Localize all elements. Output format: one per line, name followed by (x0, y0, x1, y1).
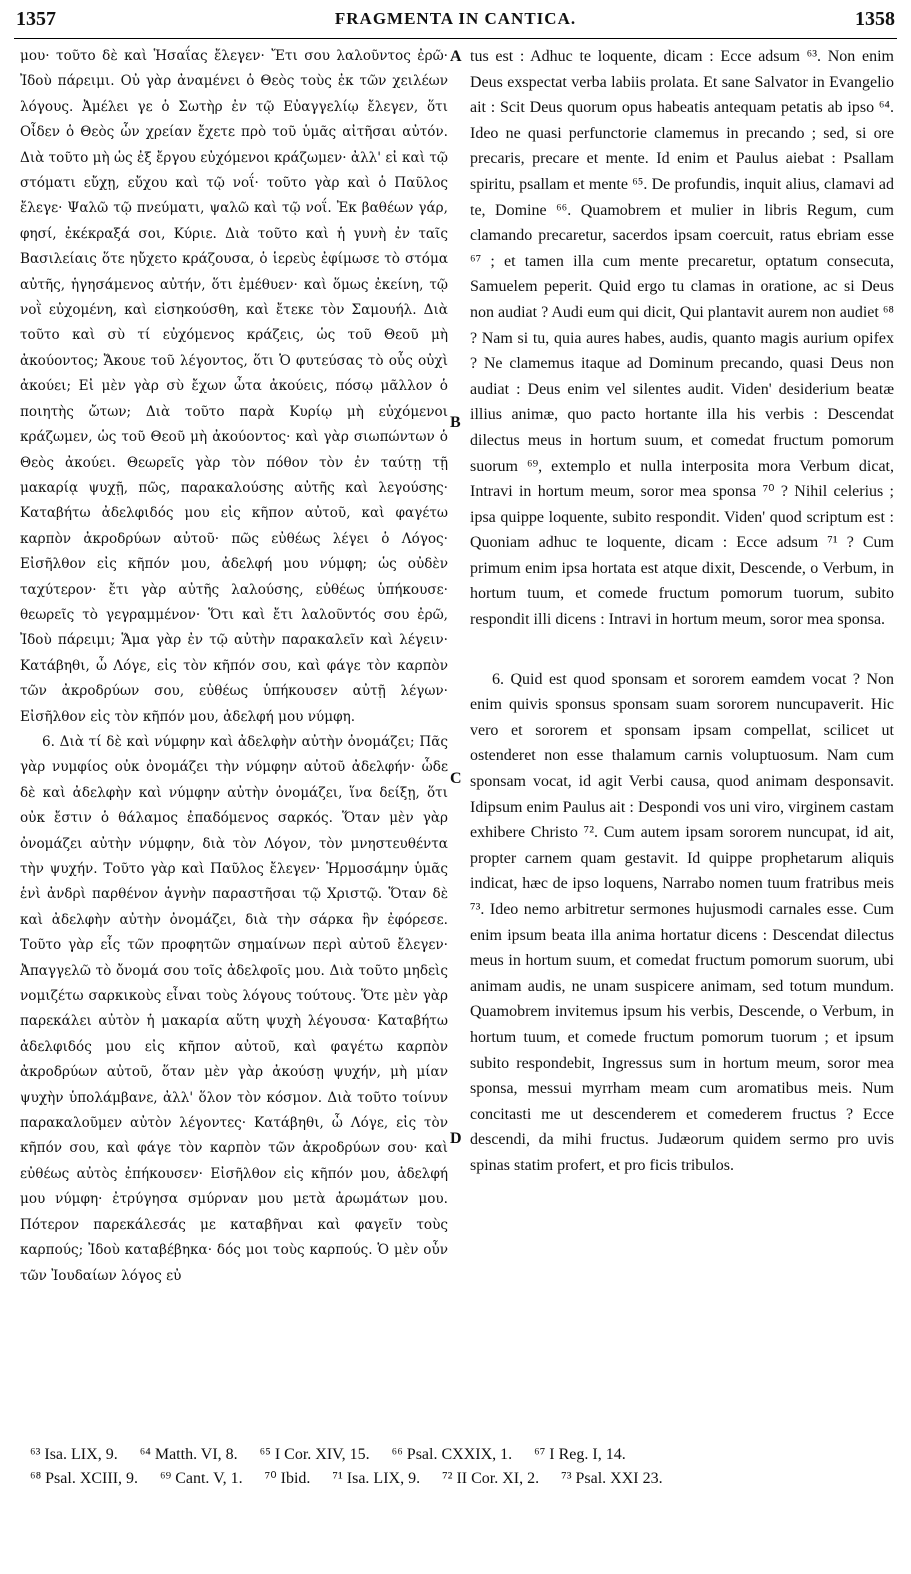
margin-marker-d: D (450, 1130, 462, 1147)
header-rule (14, 38, 897, 39)
greek-column (20, 44, 448, 1289)
footnote-row-2 (30, 1467, 881, 1491)
margin-marker-c: C (450, 770, 462, 787)
footnote: ⁶⁴ Matth. VI, 8. (139, 1446, 238, 1463)
footnotes (30, 1443, 881, 1491)
footnote: ⁶⁷ I Reg. I, 14. (534, 1446, 626, 1463)
latin-paragraph-1: tus est : Adhuc te loquente, dicam : Ecce adsum ⁶³. Non enim Deus exspectat verba labiis prolata. Et sane Salvator in Evangelio ait : Scit Deus quorum opus habeatis antequam petatis ab ipso ⁶⁴. Ideo ne quasi perfunctorie clamemus in precando ; sed, si ore precaris, precare et mente. Id enim et Paulus aiebat : Psallam spiritu, psallam et mente ⁶⁵. De profundis, inquit alius, clamavi ad te, Domine ⁶⁶. Quamobrem et mulier in libris Regum, cum clamando precaretur, sacerdos ipsam coercuit, ratus ebriam esse ⁶⁷ ; et tamen illa cum mente precaretur, optatum consecuta, Samuelem peperit. Quid ergo tu clamas in oratione, ac si Deus non audiat ? Audi eum qui dicit, Qui plantavit aurem non audiet ⁶⁸ ? Nam si tu, quia aures habes, audis, quanto magis aurium opifex ? Ne clamemus itaque ad Dominum precando, quasi Deus non audiat : Deus enim vel silentes audit. Viden' desiderium beatæ illius animæ, quo pacto hortante illa his verbis : Descendat dilectus meus in hortum suum, et comedat fructum pomorum suorum ⁶⁹, extemplo et nulla interposita mora Verbum dicat, Intravi in hortum meum, soror mea sponsa ⁷⁰ ? Nihil celerius ; ipsa quippe loquente, subito respondit. Viden' quod scriptum est : Quoniam adhuc te loquente, dicam : Ecce adsum ⁷¹ ? Cum primum enim ipsa hortata est atque dixit, Descende, o Verbum, in hortum tuum, et comede fructum pomorum tuorum, subito respondit illi dicens : Intravi in hortum meum, soror mea sponsa. (470, 48, 894, 629)
margin-marker-b: B (450, 414, 461, 431)
footnote: ⁷² II Cor. XI, 2. (442, 1470, 540, 1487)
latin-paragraph-2: 6. Quid est quod sponsam et sororem eamdem vocat ? Non enim quivis sponsus sponsam suam sororem nuncupaverit. Hic vero et sororem et sponsam ipsam compellat, scilicet ut ostenderet non esse thalamum carnis voluptuosum. Nam cum sponsam vocat, id agit Verbi causa, quod animam desponsavit. Idipsum enim Paulus ait : Despondi vos uni viro, virginem castam exhibere Christo ⁷². Cum autem ipsam sororem nuncupat, id ait, propter carnem quam gestavit. Id quippe prophetarum aliquis indicat, hæc de ipso loquens, Narrabo nomen tuum fratribus meis ⁷³. Ideo nemo arbitretur sermones hujusmodi carnales esse. Cum enim ipsum beata illa anima hortatur dicens : Descendat dilectus meus in hortum suum, et comedat fructum pomorum suorum, ubi animam audis, ne unam suspicere animam, sed totum mundum. Quamobrem invitemus ipsum his verbis, Descende, o Verbum, in hortum tuum, et comede fructum pomorum tuorum ; et ipsum subito respondebit, Ingressus sum in hortum meum, soror mea sponsa, messui myrrham meam cum aromatibus meis. Num concitasti me ut descenderem et comederem fructus ? Ecce descendi, da mihi fructus. Judæorum quidem sermo pro uvis spinas statim profert, et pro ficis tribulos. (470, 670, 894, 1174)
footnote: ⁷¹ Isa. LIX, 9. (332, 1470, 421, 1487)
greek-paragraph-2: 6. Διὰ τί δὲ καὶ νύμφην καὶ ἀδελφὴν αὐτὴν ὀνομάζει; Πᾶς γὰρ νυμφίος οὐκ ὀνομάζει τὴν νύμφην αὐτοῦ ἀδελφήν· ὧδε δὲ καὶ ἀδελφὴν καὶ νύμφην αὐτὴν ὀνομάζει, ἵνα δείξῃ, ὅτι οὐκ ἔστιν ὁ θάλαμος ἐπαδόμενος σαρκός. Ὅταν μὲν γὰρ ὀνομάζει αὐτὴν νύμφην, διὰ τὸν Λόγον, τὸν μνηστευθέντα τὴν ψυχήν. Τοῦτο γὰρ καὶ Παῦλος ἔλεγεν· Ἡρμοσάμην ὑμᾶς ἑνὶ ἀνδρὶ παρθένον ἁγνὴν παραστῆσαι τῷ Χριστῷ. Ὅταν δὲ καὶ ἀδελφὴν αὐτὴν ὀνομάζει, διὰ τὴν σάρκα ἣν ἐφόρεσε. Τοῦτο γὰρ εἷς τῶν προφητῶν σημαίνων περὶ αὐτοῦ ἔλεγεν· Ἀπαγγελῶ τὸ ὄνομά σου τοῖς ἀδελφοῖς μου. Διὰ τοῦτο μηδεὶς νομιζέτω σαρκικοὺς εἶναι τοὺς λόγους τούτους. Ὅτε μὲν γὰρ παρεκάλει αὐτὸν ἡ μακαρία αὕτη ψυχὴ λέγουσα· Καταβήτω ἀδελφιδός μου εἰς κῆπον αὐτοῦ, καὶ φαγέτω καρπὸν ἀκροδρύων αὐτοῦ, ὅταν μὲν γὰρ ἀκούσῃ ψυχήν, μὴ μίαν ψυχὴν ὑπολάμβανε, ἀλλ' ὅλον τὸν κόσμον. Διὰ τοῦτο τοίνυν παρακαλοῦμεν αὐτὸν λέγοντες· Κατάβηθι, ὦ Λόγε, εἰς τὸν κῆπόν σου, καὶ φάγε τὸν καρπὸν τῶν ἀκροδρύων σου· καὶ εὐθέως αὐτὸς ἐπήκουσεν· Εἰσῆλθον εἰς κῆπόν μου, ἀδελφή μου νύμφη· ἐτρύγησα σμύρναν μου μετὰ ἀρωμάτων μου. Πότερον παρεκάλεσάς με καταβῆναι καὶ φαγεῖν τοὺς καρπούς; Ἰδοὺ καταβέβηκα· δός μοι τοὺς καρπούς. Ὁ μὲν οὖν τῶν Ἰουδαίων λόγος εὐ (20, 733, 448, 1284)
margin-marker-a: A (450, 48, 462, 65)
page-number-left: 1357 (16, 8, 56, 30)
footnote-row-1 (30, 1443, 881, 1467)
footnote: ⁷⁰ Ibid. (264, 1470, 311, 1487)
page-number-right: 1358 (855, 8, 895, 30)
footnote: ⁶⁶ Psal. CXXIX, 1. (391, 1446, 513, 1463)
running-title: FRAGMENTA IN CANTICA. (334, 9, 577, 28)
greek-paragraph-1: μου· τοῦτο δὲ καὶ Ἡσαΐας ἔλεγεν· Ἔτι σου λαλοῦντος ἐρῶ· Ἰδοὺ πάρειμι. Οὐ γὰρ ἀναμένει ὁ Θεὸς τοὺς ἐκ τῶν χειλέων λόγους. Ἀμέλει γε ὁ Σωτὴρ ἐν τῷ Εὐαγγελίῳ ἔλεγεν, ὅτι Οἶδεν ὁ Θεὸς ὧν χρείαν ἔχετε πρὸ τοῦ ὑμᾶς αἰτῆσαι αὐτόν. Διὰ τοῦτο μὴ ὡς ἐξ ἔργου εὐχόμενοι κράζωμεν· ἀλλ' εἰ καὶ τῷ στόματι εὔχῃ, εὔχου καὶ τῷ νοΐ· τοῦτο γὰρ καὶ ὁ Παῦλος ἔλεγε· Ψαλῶ τῷ πνεύματι, ψαλῶ καὶ τῷ νοΐ. Ἐκ βαθέων γάρ, φησί, ἐκέκραξά σοι, Κύριε. Διὰ τοῦτο καὶ ἡ γυνὴ ἐν ταῖς Βασιλείαις ὅτε ηὔχετο κράζουσα, ὁ ἱερεὺς ἐφίμωσε τὸ στόμα αὐτῆς, ἡγησάμενος αὐτήν, ὅτι ἐμέθυεν· καὶ ὅμως ἐκείνη, τῷ νοῒ εὐχομένη, καὶ εἰσηκούσθη, καὶ ἔτεκε τὸν Σαμουήλ. Διὰ τοῦτο καὶ σὺ τί εὐχόμενος κράζεις, ὡς τοῦ Θεοῦ μὴ ἀκούοντος; Ἄκουε τοῦ λέγοντος, ὅτι Ὁ φυτεύσας τὸ οὖς οὐχὶ ἀκούει; Εἰ μὲν γὰρ σὺ ἔχων ὦτα ἀκούεις, πόσῳ μᾶλλον ὁ ποιητὴς ὤτων; Διὰ τοῦτο παρὰ Κυρίῳ μὴ εὐχόμενοι κράζωμεν, ὡς τοῦ Θεοῦ μὴ ἀκούοντος· καὶ γὰρ σιωπώντων ὁ Θεὸς ἀκούει. Θεωρεῖς γὰρ τὸν πόθον τὸν ἐν ταύτῃ τῇ μακαρίᾳ ψυχῇ, πῶς, παρακαλούσης αὐτῆς καὶ λεγούσης· Καταβήτω ἀδελφιδός μου εἰς κῆπον αὐτοῦ, καὶ φαγέτω καρπὸν ἀκροδρύων αὐτοῦ· πῶς εὐθέως λέγει ὁ Λόγος· Εἰσῆλθον εἰς κῆπόν μου, ἀδελφή μου νύμφη; ὡς οὐδὲν ταχύτερον· ἔτι γὰρ αὐτῆς λαλούσης, εὐθέως ὑπήκουσε· θεωρεῖς τὸ γεγραμμένον· Ὅτι καὶ ἔτι λαλοῦντός σου ἐρῶ, Ἰδοὺ πάρειμι; Ἅμα γὰρ ἐν τῷ αὐτὴν παρακαλεῖν καὶ λέγειν· Κατάβηθι, ὦ Λόγε, εἰς τὸν κῆπόν σου, καὶ φάγε τὸν καρπὸν τῶν ἀκροδρύων σου, εὐθέως ὑπήκουσεν αὐτῇ λέγων· Εἰσῆλθον εἰς τὸν κῆπόν μου, ἀδελφή μου νύμφη. (20, 48, 448, 725)
footnote: ⁶³ Isa. LIX, 9. (30, 1446, 118, 1463)
latin-column (470, 44, 894, 1179)
footnote: ⁶⁵ I Cor. XIV, 15. (259, 1446, 370, 1463)
running-header (14, 8, 897, 38)
footnote: ⁶⁹ Cant. V, 1. (160, 1470, 243, 1487)
footnote: ⁶⁸ Psal. XCIII, 9. (30, 1470, 139, 1487)
footnote: ⁷³ Psal. XXI 23. (561, 1470, 663, 1487)
